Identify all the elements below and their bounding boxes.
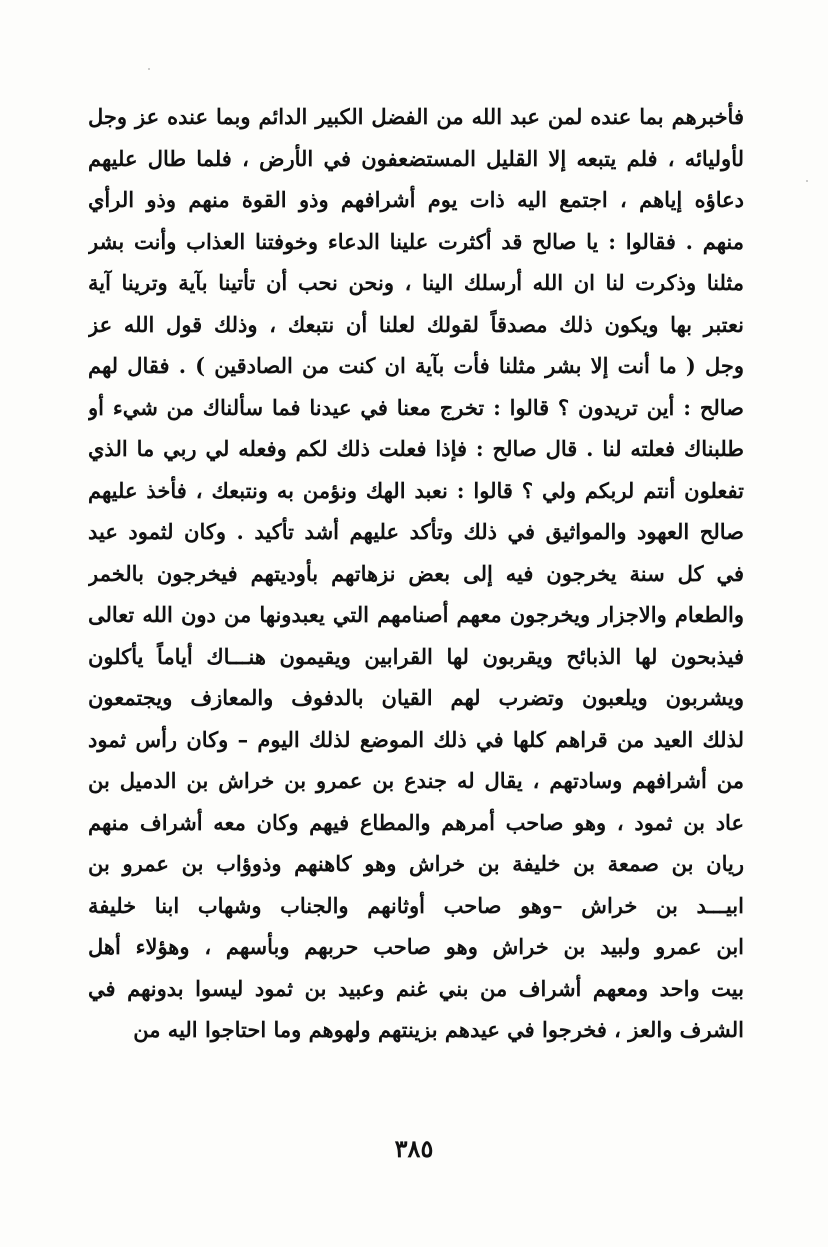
text-line: دعاؤه إياهم ، اجتمع اليه ذات يوم أشرافهم وذو القوة منهم وذو الرأي xyxy=(88,187,744,212)
text-line: نعتبر بها ويكون ذلك مصدقاً لقولك لعلنا أن نتبعك ، وذلك قول الله عز xyxy=(88,311,744,337)
text-line: لأوليائه ، فلم يتبعه إلا القليل المستضعفون في الأرض ، فلما طال عليهم xyxy=(88,145,744,171)
text-line: وجل ( ما أنت إلا بشر مثلنا فأت بآية ان كنت من الصادقين ) . فقال لهم xyxy=(88,353,744,378)
text-line: من أشرافهم وسادتهم ، يقال له جندع بن عمرو بن خراش بن الدميل بن xyxy=(88,768,744,793)
text-line: ابن عمرو ولبيد بن خراش وهو صاحب حربهم وبأسهم ، وهؤلاء أهل xyxy=(88,934,744,959)
page-number: ٣٨٥ xyxy=(394,1134,434,1163)
text-line: مثلنا وذكرت لنا ان الله أرسلك الينا ، ونحن نحب أن تأتينا بآية وترينا آية xyxy=(88,270,744,295)
text-line: ريان بن صمعة بن خليفة بن خراش وهو كاهنهم وذوؤاب بن عمرو بن xyxy=(88,851,744,876)
text-line: في كل سنة يخرجون فيه إلى بعض نزهاتهم بأوديتهم فيخرجون بالخمر xyxy=(88,560,744,586)
text-line: لذلك العيد من قراهم كلها في ذلك الموضع لذلك اليوم – وكان رأس ثمود xyxy=(88,726,744,752)
text-line: صالح : أين تريدون ؟ قالوا : تخرج معنا في عيدنا فما سألناك من شيء أو xyxy=(88,394,744,420)
text-line: ويشربون ويلعبون وتضرب لهم القيان بالدفوف والمعازف ويجتمعون xyxy=(88,685,744,710)
paper-speck xyxy=(148,68,150,70)
text-line: طلبناك فعلته لنا . قال صالح : فإذا فعلت ذلك لكم وفعله لي ربي ما الذي xyxy=(88,436,744,461)
text-line: بيت واحد ومعهم أشراف من بني غنم وعبيد بن ثمود ليسوا بدونهم في xyxy=(88,975,744,1001)
text-line: الشرف والعز ، فخرجوا في عيدهم بزينتهم ولهوهم وما احتاجوا اليه من xyxy=(133,1017,744,1042)
text-line: ابيـــد بن خراش –وهو صاحب أوثانهم والجناب وشهاب ابنا خليفة xyxy=(88,892,744,918)
text-line: عاد بن ثمود ، وهو صاحب أمرهم والمطاع فيهم وكان معه أشراف منهم xyxy=(88,809,744,835)
text-line: فأخبرهم بما عنده لمن عبد الله من الفضل الكبير الدائم وبما عنده عز وجل xyxy=(88,104,744,129)
page-body-text xyxy=(88,96,744,1051)
text-line: تفعلون أنتم لربكم ولي ؟ قالوا : نعبد الهك ونؤمن به ونتبعك ، فأخذ عليهم xyxy=(88,477,744,503)
text-line: والطعام والاجزار ويخرجون معهم أصنامهم التي يعبدونها من دون الله تعالى xyxy=(88,602,744,627)
text-line: صالح العهود والمواثيق في ذلك وتأكد عليهم أشد تأكيد . وكان لثمود عيد xyxy=(88,519,744,544)
text-line: منهم . فقالوا : يا صالح قد أكثرت علينا الدعاء وخوفتنا العذاب وأنت بشر xyxy=(88,228,744,254)
paper-speck xyxy=(806,180,808,182)
text-line: فيذبحون لها الذبائح ويقربون لها القرابين ويقيمون هنـــاك أياماً يأكلون xyxy=(88,643,744,669)
